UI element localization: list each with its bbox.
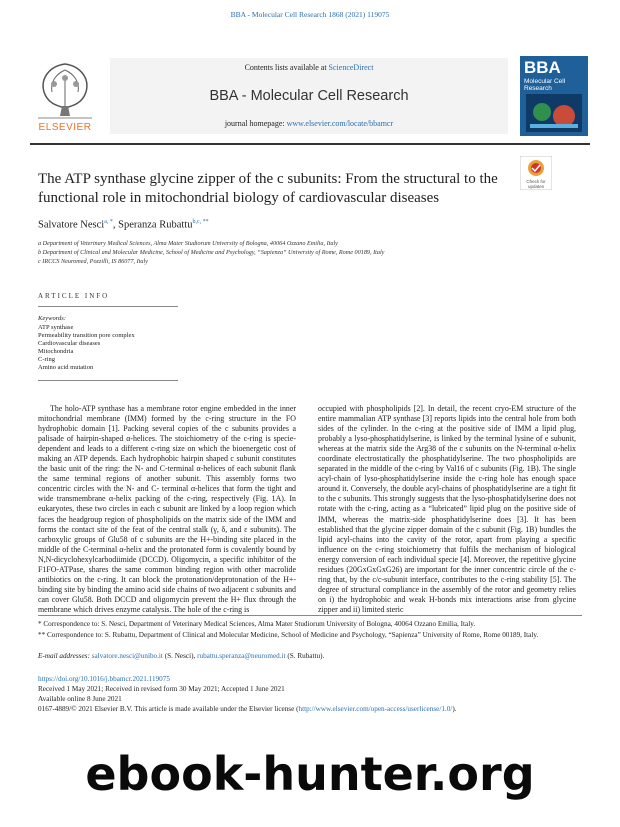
homepage-link[interactable]: www.elsevier.com/locate/bbamcr [286, 119, 394, 128]
homepage-prefix: journal homepage: [224, 119, 287, 128]
license-link[interactable]: http://www.elsevier.com/open-access/userlicense/1.0/ [298, 705, 453, 713]
keyword: Amino acid mutation [38, 364, 94, 371]
email-owner: (S. Nesci), [162, 652, 198, 660]
keyword: Cardiovascular diseases [38, 340, 101, 347]
footnote-separator [38, 615, 582, 616]
email-link-nesci[interactable]: salvatore.nesci@unibo.it [91, 652, 163, 660]
publisher-wordmark: ELSEVIER [38, 122, 92, 133]
affiliation-c: c IRCCS Neuromed, Pozzilli, IS 86077, Italy [38, 258, 148, 265]
article-info-rule [38, 306, 178, 307]
journal-cover-thumbnail[interactable] [520, 56, 588, 136]
affiliation-a: a Department of Veterinary Medical Sciences, Alma Mater Studiorum University of Bologna, 40064 Ozzano Emilia, Italy [38, 240, 338, 247]
keyword: ATP synthase [38, 324, 74, 331]
contents-prefix: Contents lists available at [244, 63, 329, 72]
keyword: Mitochondria [38, 348, 74, 355]
journal-reference[interactable]: BBA - Molecular Cell Research 1868 (2021) 119075 [230, 10, 390, 19]
keywords-end-rule [38, 380, 178, 381]
footnote-corresponding-1: * Correspondence to: S. Nesci, Department of Veterinary Medical Sciences, Alma Mater Studiorum University of Bologna, 40064 Ozzano Emilia, Italy. [38, 620, 476, 628]
keyword: C-ring [38, 356, 55, 363]
footnote-corresponding-2: ** Correspondence to: S. Rubattu, Department of Clinical and Molecular Medicine, School of Medicine and Psychology, “Sapienza” University of Rome, Rome 00189, Italy. [38, 631, 539, 639]
article-title: The ATP synthase glycine zipper of the c subunits: From the structural to the functional role in mitochondrial biology of cardiovascular diseases [38, 171, 498, 206]
author-affiliation-marker[interactable]: b,c, ** [192, 219, 209, 225]
received-dates: Received 1 May 2021; Received in revised form 30 May 2021; Accepted 1 June 2021 [38, 685, 285, 693]
check-for-updates-label: Check for updates [526, 179, 546, 189]
email-owner: (S. Rubattu). [285, 652, 325, 660]
author-separator: , [112, 219, 119, 231]
watermark: ebook-hunter.org [85, 747, 535, 801]
body-column-left: The holo-ATP synthase has a membrane rotor engine embedded in the inner mitochondrial membrane (IMM) formed by the c-ring structure in the FO hydrophobic domain [1]. Packing several copies of the c subunits provides a palisade of hairpin-shaped α-helices. The stoichiometry of the c-ring is specie-dependent and leads to a different c-ring size on which the bioenergetic cost of making an ATP depends. Each hydrophobic hairpin shaped c subunit constitutes the basic unit of the ring: the N- and C-terminal α-helices of each subunit flank the same terminal regions of another subunit. This assembly forms two concentric circles with the N- and C- terminal α-helices that form the tight and wide transmembrane α-helix packing of the c-ring, respectively (Fig. 1A). In eukaryotes, these two circles in each c subunit are linked by a loop region which faces the headgroup region of phospholipids on the matrix side of the IMM and forms the contact site of the feat of the central stalk (γ, δ, and ε subunits). The carboxylic groups of Glu58 of c subunits are the H+-binding site placed in the middle of the C-terminal α-helix and the protonated form is covalently bound by N,N-dicyclohexylcarbodiimide (DCCD). Oligomycin, a specific inhibitor of the F1FO-ATPase, shares the same common binding region with other macrolide antibiotics on the c-ring. It can block the protonation/deprotonation of the H+-binding site by binding the amino acid side chains of two adjacent c subunits and can cover Glu58. Both DCCD and oligomycin prevent the H+ flux through the membrane which drives enzyme catalysis. The hole of the c-ring is [38, 404, 296, 614]
journal-homepage [110, 119, 508, 128]
keyword: Permeability transition pore complex [38, 332, 135, 339]
article-info-heading: ARTICLE INFO [38, 292, 110, 300]
sciencedirect-link[interactable]: ScienceDirect [328, 63, 374, 72]
license-line [38, 705, 457, 713]
journal-title: BBA - Molecular Cell Research [209, 88, 409, 104]
contents-line [110, 63, 508, 72]
cover-title: BBA [524, 58, 561, 77]
author-name: Salvatore Nesci [38, 219, 105, 231]
email-link-rubattu[interactable]: rubattu.speranza@neuromed.it [197, 652, 286, 660]
doi-link[interactable]: https://doi.org/10.1016/j.bbamcr.2021.119075 [38, 675, 170, 683]
email-addresses [38, 652, 582, 662]
affiliation-b: b Department of Clinical and Molecular Medicine, School of Medicine and Psychology, “Sapienza” University of Rome, Rome 00189, Italy [38, 249, 385, 256]
author-list [38, 219, 209, 231]
cover-subtitle: Molecular Cell Research [524, 78, 566, 92]
author-name: Speranza Rubattu [118, 219, 193, 231]
license-suffix: ). [452, 705, 457, 713]
body-column-right: occupied with phospholipids [2]. In detail, the recent cryo-EM structure of the entire mammalian ATP synthase [3] reports lipids into the central hole from both sides of the cylinder. In the c-ring at the positive side of IMM a lipid plug, probably a lyso-phosphatidylserine, is linked by the terminal lysine of e subunit, whereas at the matrix side the Arg38 of the c subunits on the N-terminal α-helix coordinate electrostatically the phosphatidylserine. The two phospholipids are separated in the middle of the c-ring by Val16 of c subunits (Fig. 1B). The single acyl-chain of lyso-phosphatidylserine inside the c-ring hole has enough space around it. Conversely, the double acyl-chains of phosphatidylserine are a tight fit to the c subunits. This strongly suggests that the lyso-phosphatidylserine does not rotate with the c-ring, acting as a “lubricated” lipid plug on the positive side of IMM, whereas the matrix-side phosphatidylserine does [3]. It has been established that the glycine zipper domain of the c subunit (Fig. 1B) bundles the lipid acyl-chains into the cavity of the rotor, apart from playing a specific influence on the c-ring stoichiometry that fulfils the mechanism of biological energy conversion of each individual specie [4]. Moreover, the repetitive glycine residues (20GxGxGxG26) are important for the inner concentric circle of the c-ring that, by the c/c-subunit interface, contributes to the c-ring stability [5]. The degree of structural compliance in the assembly of the rotor and geometry relies on i) the hydrophobic and weak H-bonds mix interactions arise from glycine zipper and ii) limited steric [318, 404, 576, 614]
elsevier-tree-logo [30, 56, 100, 132]
email-label: E-mail addresses: [38, 652, 92, 660]
author-affiliation-marker[interactable]: a, * [104, 219, 113, 225]
keywords-label: Keywords: [38, 315, 66, 322]
license-prefix: 0167-4889/© 2021 Elsevier B.V. This article is made available under the Elsevier license ( [38, 705, 299, 713]
available-online: Available online 8 June 2021 [38, 695, 122, 703]
cover-artwork [526, 94, 582, 132]
header-rule [30, 143, 590, 145]
